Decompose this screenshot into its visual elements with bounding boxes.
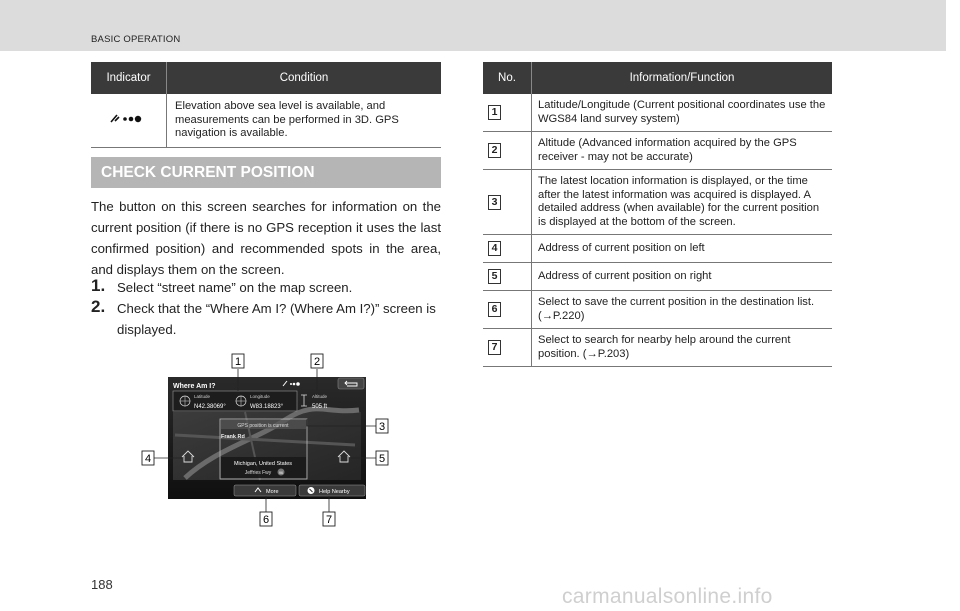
gps-signal-icon bbox=[109, 112, 149, 124]
row-info: Address of current position on left bbox=[532, 235, 833, 263]
row-number: 3 bbox=[488, 195, 501, 210]
globe-icon bbox=[180, 396, 190, 406]
row-number: 5 bbox=[488, 269, 501, 284]
callout-1 bbox=[232, 354, 244, 368]
row-info: Latitude/Longitude (Current positional coordinates use the WGS84 land survey system) bbox=[532, 94, 833, 132]
condition-column-header: Condition bbox=[167, 62, 442, 94]
row-number: 2 bbox=[488, 143, 501, 158]
row-number: 1 bbox=[488, 105, 501, 120]
no-column-header: No. bbox=[483, 62, 532, 94]
info-column-header: Information/Function bbox=[532, 62, 833, 94]
road-text: Jeffries Fwy bbox=[244, 470, 272, 476]
more-button[interactable] bbox=[234, 485, 296, 496]
callout-6 bbox=[260, 512, 272, 526]
watermark: carmanualsonline.info bbox=[562, 585, 773, 608]
callout-3 bbox=[376, 419, 388, 433]
svg-text:5: 5 bbox=[378, 453, 386, 465]
svg-text:3: 3 bbox=[378, 421, 386, 433]
map-banner: GPS position is current bbox=[237, 423, 289, 429]
where-am-i-screen bbox=[135, 350, 405, 530]
screen-title: Where Am I? bbox=[173, 383, 216, 390]
callout-5 bbox=[376, 451, 388, 465]
row-info: Select to save the current position in the destination list. (→P.220) bbox=[532, 291, 833, 329]
table-row bbox=[483, 132, 832, 170]
more-label: More bbox=[266, 489, 279, 495]
row-info: Select to search for nearby help around the current position. (→P.203) bbox=[532, 329, 833, 367]
svg-text:1: 1 bbox=[234, 356, 242, 368]
table-row bbox=[91, 94, 441, 147]
altitude-value: 505 ft bbox=[312, 404, 328, 410]
page-number: 188 bbox=[91, 577, 113, 592]
longitude-value: W83.18823° bbox=[250, 404, 284, 410]
table-row bbox=[483, 291, 832, 329]
latitude-label: Latitude bbox=[194, 394, 211, 399]
row-info: Altitude (Advanced information acquired by the GPS receiver - may not be accurate) bbox=[532, 132, 833, 170]
table-row bbox=[483, 170, 832, 235]
svg-text:7: 7 bbox=[325, 514, 333, 526]
back-button[interactable] bbox=[338, 378, 364, 389]
table-row bbox=[483, 235, 832, 263]
svg-text:2: 2 bbox=[313, 356, 321, 368]
indicator-cell bbox=[91, 94, 167, 147]
step-number: 2. bbox=[91, 297, 106, 316]
globe-icon bbox=[236, 396, 246, 406]
body-text: The button on this screen searches for information on the current position (if there is no GPS reception it uses the last confirmed position) and recommended spots in the area, and displays them on the screen. bbox=[91, 199, 441, 277]
street-label: Frank Rd bbox=[221, 434, 245, 440]
info-table bbox=[483, 62, 832, 367]
row-number: 7 bbox=[488, 340, 501, 355]
step-2 bbox=[91, 298, 441, 340]
row-number: 6 bbox=[488, 302, 501, 317]
section-title: CHECK CURRENT POSITION bbox=[91, 157, 441, 188]
help-nearby-label: Help Nearby bbox=[319, 489, 350, 495]
indicator-column-header: Indicator bbox=[91, 62, 167, 94]
condition-cell: Elevation above sea level is available, and measurements can be performed in 3D. GPS navigation is available. bbox=[167, 94, 442, 147]
svg-text:4: 4 bbox=[144, 453, 152, 465]
row-info: Address of current position on right bbox=[532, 263, 833, 291]
step-1 bbox=[91, 277, 441, 298]
callout-2 bbox=[311, 354, 323, 368]
address-text: Michigan, United States bbox=[233, 461, 293, 467]
longitude-label: Longitude bbox=[250, 394, 270, 399]
callout-4 bbox=[142, 451, 154, 465]
table-row bbox=[483, 94, 832, 132]
altitude-label: Altitude bbox=[312, 394, 328, 399]
callout-7 bbox=[323, 512, 335, 526]
step-text: Select “street name” on the map screen. bbox=[117, 280, 353, 295]
help-icon bbox=[308, 487, 315, 494]
table-row bbox=[483, 329, 832, 367]
header-title: BASIC OPERATION bbox=[91, 34, 181, 45]
table-row bbox=[483, 263, 832, 291]
svg-text:6: 6 bbox=[262, 514, 270, 526]
step-number: 1. bbox=[91, 276, 106, 295]
row-info: The latest location information is displayed, or the time after the latest information was acquired is displayed. A detailed address (when available) for the current position is displayed at the bottom of the screen. bbox=[532, 170, 833, 235]
road-shield-number: 96 bbox=[279, 471, 283, 475]
step-text: Check that the “Where Am I? (Where Am I?)” screen is displayed. bbox=[117, 301, 436, 337]
latitude-value: N42.38069° bbox=[194, 404, 226, 410]
row-number: 4 bbox=[488, 241, 501, 256]
indicator-table bbox=[91, 62, 441, 148]
